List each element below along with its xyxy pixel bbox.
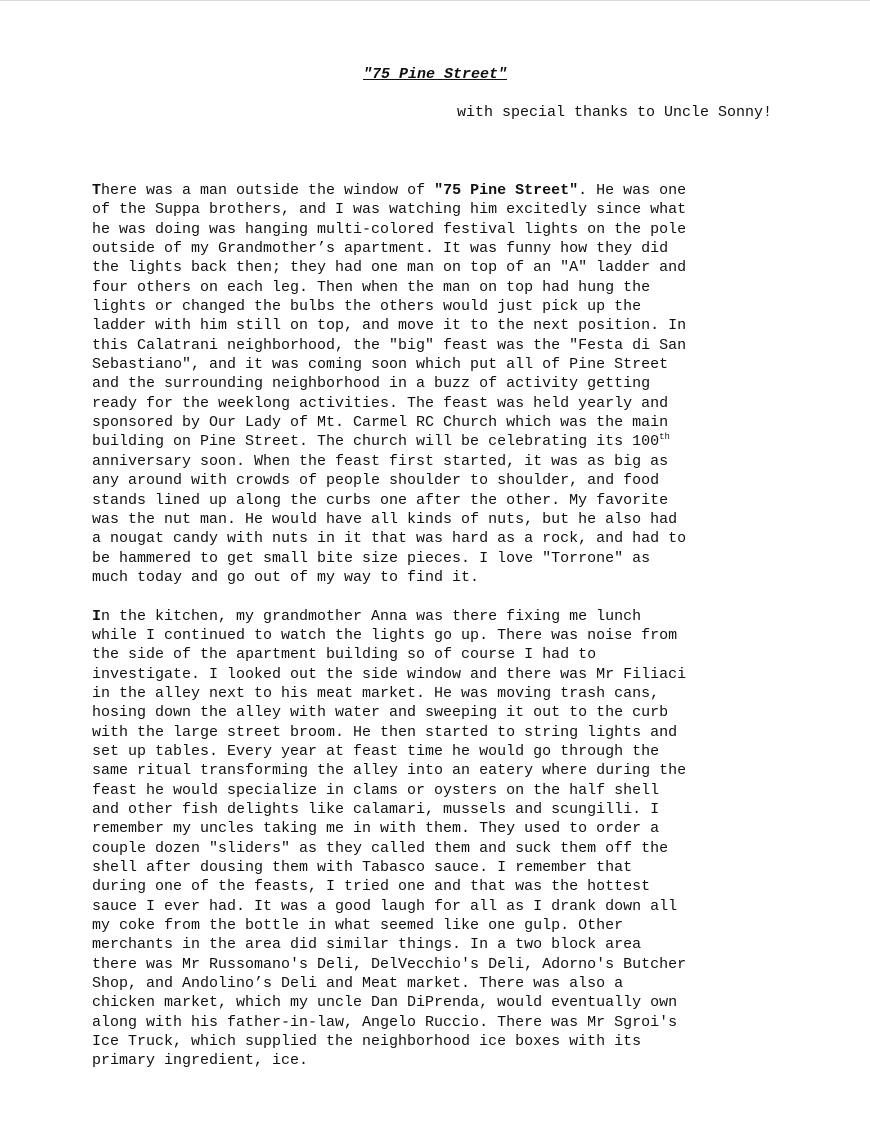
- document-title: "75 Pine Street": [362, 66, 508, 83]
- text-line: In the kitchen, my grandmother Anna was there fixing me lunch: [92, 607, 642, 625]
- text-line: Shop, and Andolino’s Deli and Meat market. There was also a: [92, 975, 624, 993]
- text-line: ladder with him still on top, and move it to the next position. In: [92, 317, 687, 335]
- text-line: investigate. I looked out the side window and there was Mr Filiaci: [92, 665, 687, 683]
- dedication-line: with special thanks to Uncle Sonny!: [456, 104, 772, 121]
- paragraph-gap: [92, 587, 782, 606]
- text-line: was the nut man. He would have all kinds of nuts, but he also had: [92, 510, 678, 528]
- text-line: a nougat candy with nuts in it that was hard as a rock, and had to: [92, 530, 687, 548]
- text-line: same ritual transforming the alley into an eatery where during the: [92, 762, 687, 780]
- text-line: There was a man outside the window of "75 Pine Street". He was one: [92, 182, 687, 199]
- text-line: he was doing was hanging multi-colored festival lights on the pole: [92, 220, 687, 238]
- text-line: remember my uncles taking me in with them. They used to order a: [92, 820, 660, 838]
- text-line: while I continued to watch the lights go up. There was noise from: [92, 626, 678, 644]
- text-line: four others on each leg. Then when the man on top had hung the: [92, 278, 651, 296]
- text-line: chicken market, which my uncle Dan DiPrenda, would eventually own: [92, 994, 678, 1012]
- text-line: outside of my Grandmother’s apartment. It was funny how they did: [92, 240, 669, 258]
- text-line: primary ingredient, ice.: [92, 1052, 309, 1070]
- text-line: any around with crowds of people shoulder to shoulder, and food: [92, 472, 660, 490]
- text-line: lights or changed the bulbs the others would just pick up the: [92, 298, 642, 316]
- ordinal-superscript: th: [659, 432, 670, 443]
- text-line: along with his father-in-law, Angelo Ruccio. There was Mr Sgroi's: [92, 1013, 678, 1031]
- text-line: shell after dousing them with Tabasco sauce. I remember that: [92, 859, 633, 877]
- text-line: sauce I ever had. It was a good laugh for all as I drank down all: [92, 897, 678, 915]
- text-line: the side of the apartment building so of course I had to: [92, 646, 597, 664]
- text-line: and other fish delights like calamari, mussels and scungilli. I: [92, 801, 660, 818]
- drop-letter: I: [92, 607, 102, 625]
- paragraph-2: [92, 607, 782, 1071]
- text-line: much today and go out of my way to find it.: [92, 568, 480, 586]
- street-name-bold: "75 Pine Street": [434, 182, 579, 199]
- text-line: in the alley next to his meat market. He was moving trash cans,: [92, 684, 660, 702]
- text-line: this Calatrani neighborhood, the "big" feast was the "Festa di San: [92, 336, 687, 354]
- text-line: building on Pine Street. The church will be celebrating its 100th: [92, 432, 670, 451]
- text-line: during one of the feasts, I tried one and that was the hottest: [92, 878, 651, 896]
- text-line: and the surrounding neighborhood in a buzz of activity getting: [92, 375, 651, 393]
- text-line: merchants in the area did similar things. In a two block area: [92, 936, 642, 954]
- text-line: anniversary soon. When the feast first started, it was as big as: [92, 452, 669, 470]
- text-line: Sebastiano", and it was coming soon which put all of Pine Street: [92, 356, 669, 374]
- text-line: the lights back then; they had one man on top of an "A" ladder and: [92, 259, 687, 277]
- text-line: ready for the weeklong activities. The feast was held yearly and: [92, 394, 669, 412]
- text-line: there was Mr Russomano's Deli, DelVecchio's Deli, Adorno's Butcher: [92, 955, 687, 973]
- paragraph-1: [92, 181, 782, 587]
- document-body: [92, 181, 782, 1071]
- text-line: with the large street broom. He then started to string lights and: [92, 723, 678, 741]
- text-line: feast he would specialize in clams or oysters on the half shell: [92, 781, 660, 799]
- text-line: of the Suppa brothers, and I was watching him excitedly since what: [92, 201, 687, 219]
- text-line: sponsored by Our Lady of Mt. Carmel RC Church which was the main: [92, 414, 669, 432]
- text-line: set up tables. Every year at feast time he would go through the: [92, 742, 660, 760]
- text-line: hosing down the alley with water and sweeping it out to the curb: [92, 704, 669, 722]
- drop-letter: T: [92, 182, 102, 199]
- text-line: stands lined up along the curbs one after the other. My favorite: [92, 491, 669, 509]
- text-line: Ice Truck, which supplied the neighborhood ice boxes with its: [92, 1033, 642, 1051]
- text-line: my coke from the bottle in what seemed like one gulp. Other: [92, 917, 624, 935]
- text-line: couple dozen "sliders" as they called them and suck them off the: [92, 839, 669, 857]
- text-line: be hammered to get small bite size pieces. I love "Torrone" as: [92, 549, 651, 567]
